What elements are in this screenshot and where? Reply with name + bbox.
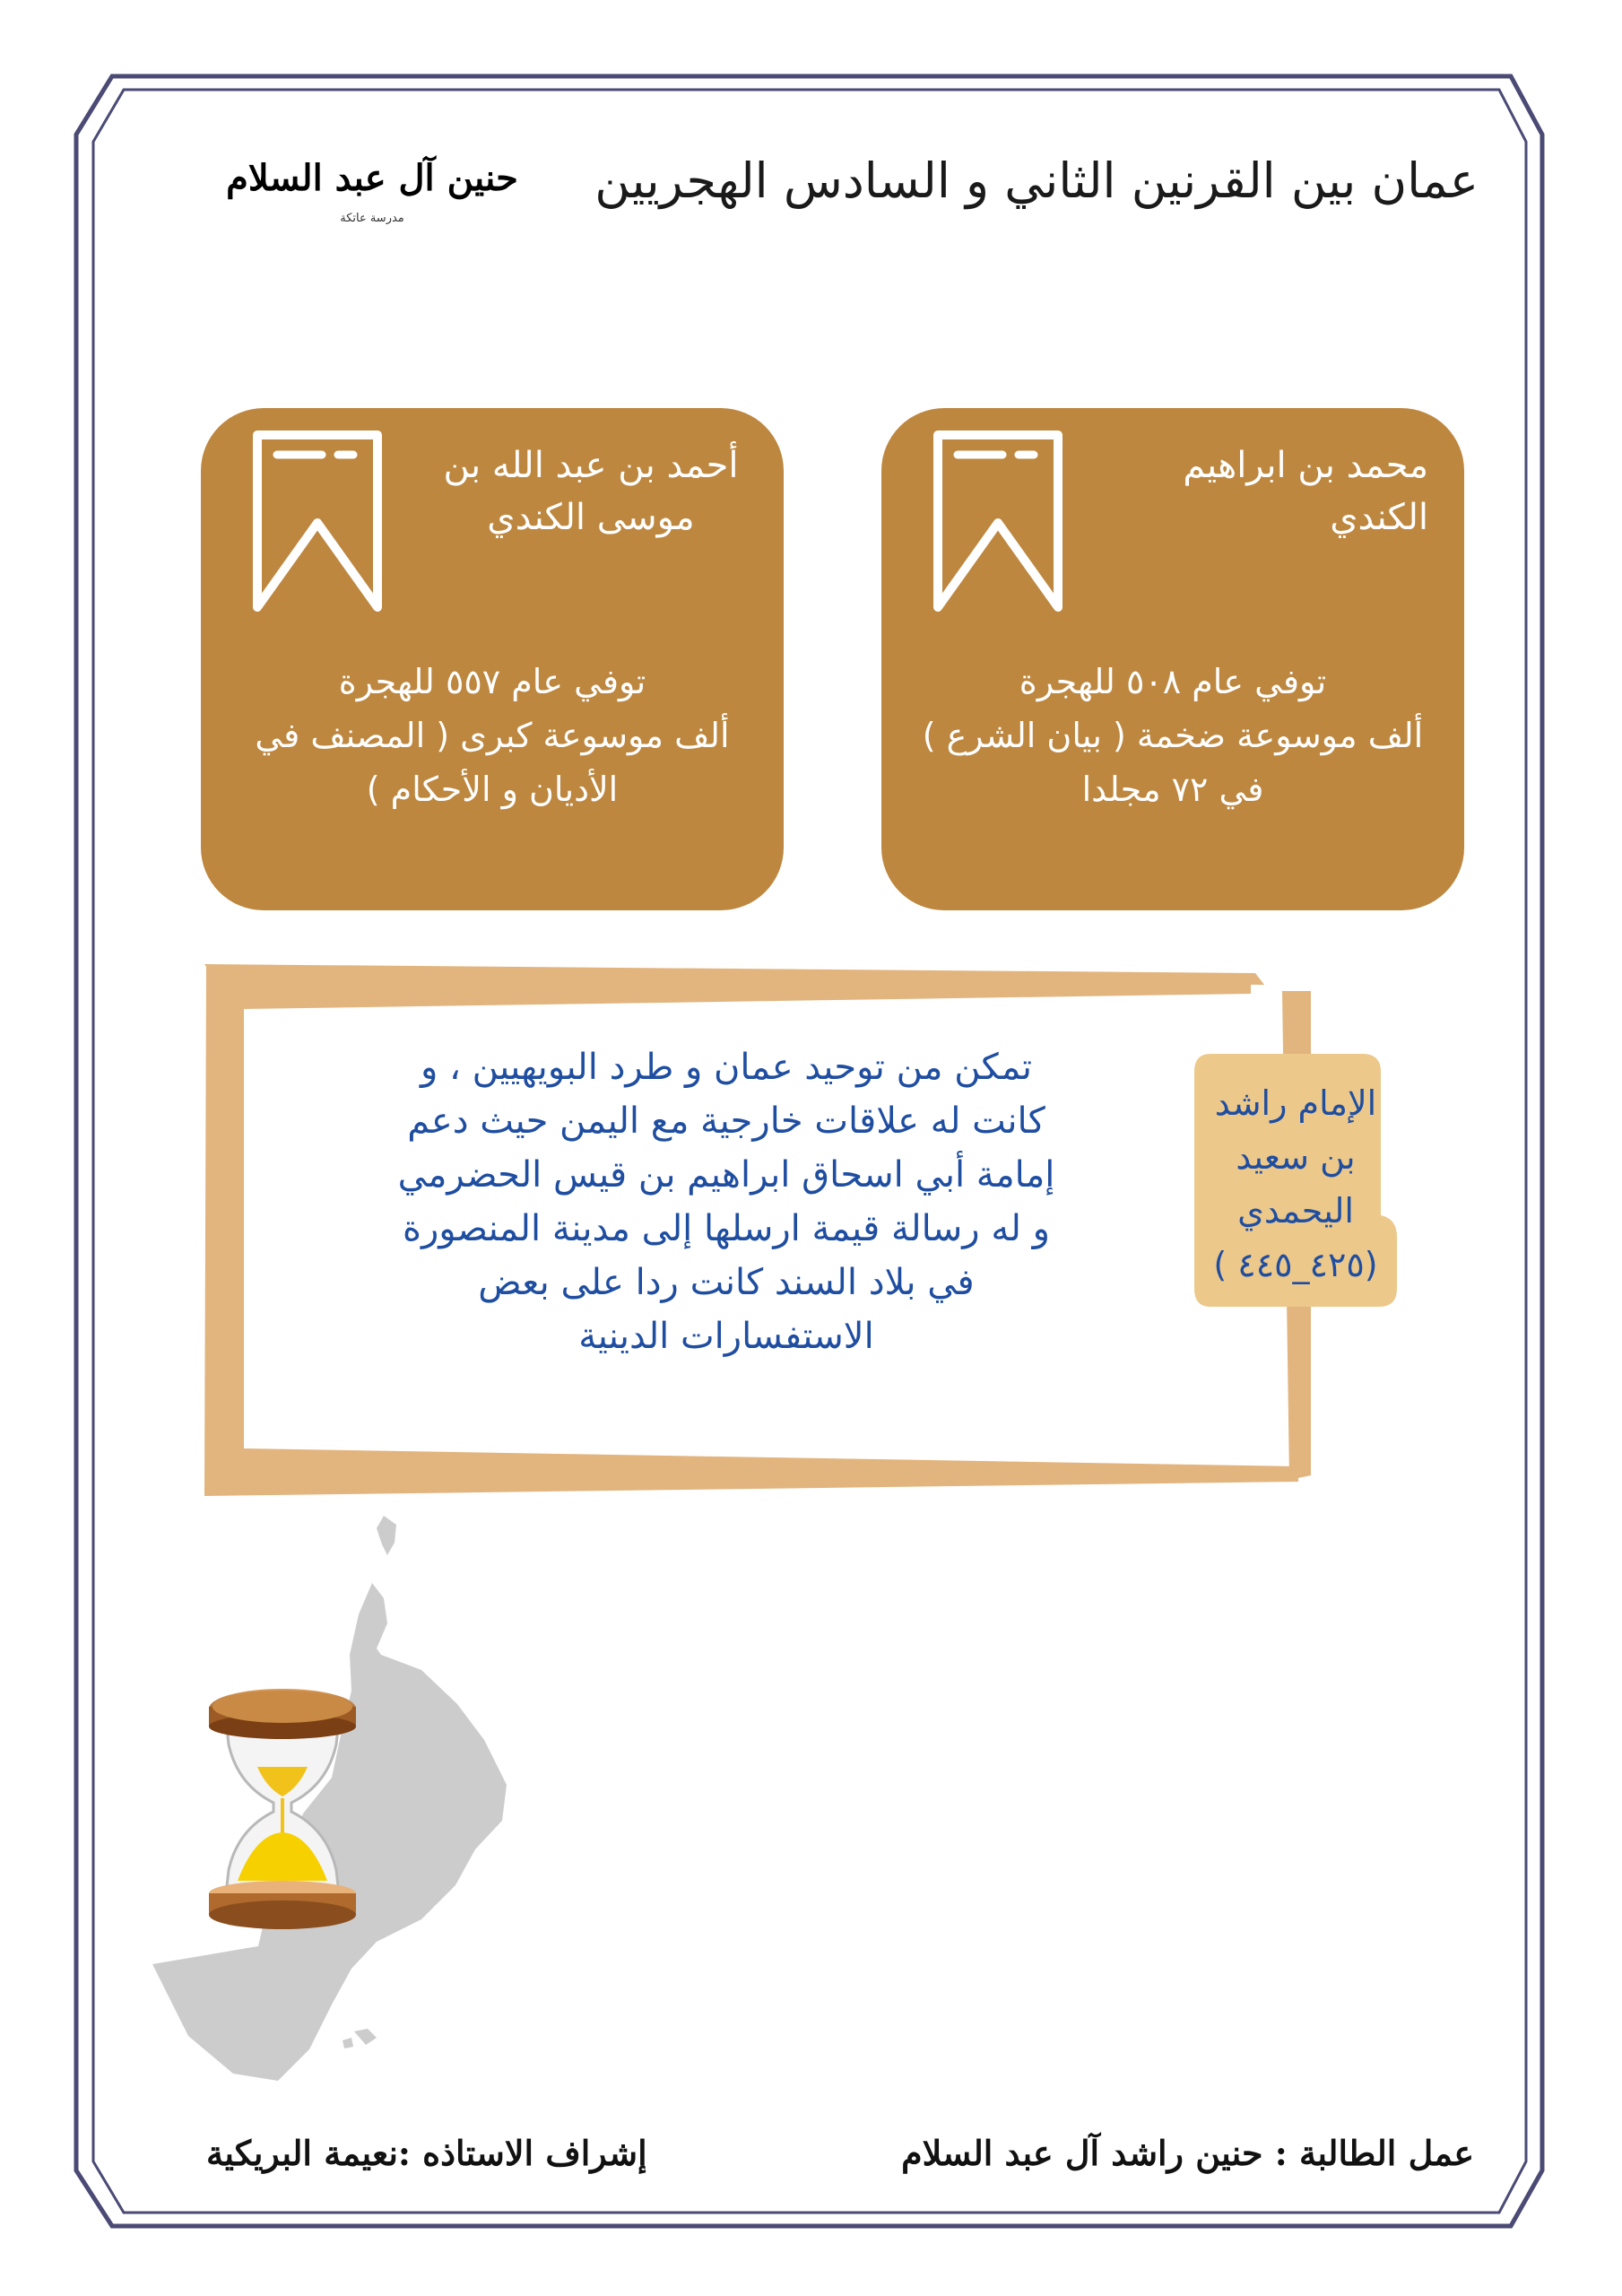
imam-line: و له رسالة قيمة ارسلها إلى مدينة المنصورة (402, 1208, 1050, 1249)
imam-years: (٤٢٥_٤٤٥ ) (1213, 1245, 1378, 1284)
card-work: ألف موسوعة ضخمة ( بيان الشرع ) (922, 716, 1424, 755)
imam-description (332, 1040, 1121, 1363)
imam-label-line: اليحمدي (1237, 1191, 1354, 1231)
student-credit: عمل الطالبة : حنين راشد آل عبد السلام (901, 2133, 1474, 2173)
imam-line: الاستفسارات الدينية (578, 1316, 874, 1357)
page-title: عمان بين القرنين الثاني و السادس الهجريين (594, 152, 1479, 209)
card-died: توفي عام ٥٥٧ للهجرة (338, 662, 646, 701)
imam-line: في بلاد السند كانت ردا على بعض (478, 1262, 975, 1303)
card-work-extra: الأديان و الأحكام ) (366, 770, 619, 809)
signature-name: حنين آل عبد السلام (226, 157, 518, 199)
hourglass-icon (202, 1682, 363, 1933)
card-work-extra: في ٧٢ مجلدا (1081, 770, 1264, 809)
card-died: توفي عام ٥٠٨ للهجرة (1019, 662, 1327, 701)
card-name: أحمد بن عبد الله بن موسى الكندي (443, 445, 739, 538)
card-name: محمد بن ابراهيم الكندي (1183, 445, 1428, 538)
imam-line: إمامة أبي اسحاق ابراهيم بن قيس الحضرمي (397, 1154, 1055, 1196)
imam-label-line: الإمام راشد (1214, 1083, 1377, 1123)
imam-label-line: بن سعيد (1236, 1137, 1356, 1177)
card-work: ألف موسوعة كبرى ( المصنف في (255, 716, 730, 755)
imam-label (1193, 1076, 1399, 1292)
imam-line: كانت له علاقات خارجية مع اليمن حيث دعم (407, 1100, 1045, 1142)
imam-line: تمكن من توحيد عمان و طرد البويهيين ، و (421, 1047, 1032, 1088)
supervisor-credit: إشراف الاستاذه :نعيمة البريكية (206, 2133, 647, 2173)
school-name: مدرسة عاتكة (340, 212, 404, 225)
